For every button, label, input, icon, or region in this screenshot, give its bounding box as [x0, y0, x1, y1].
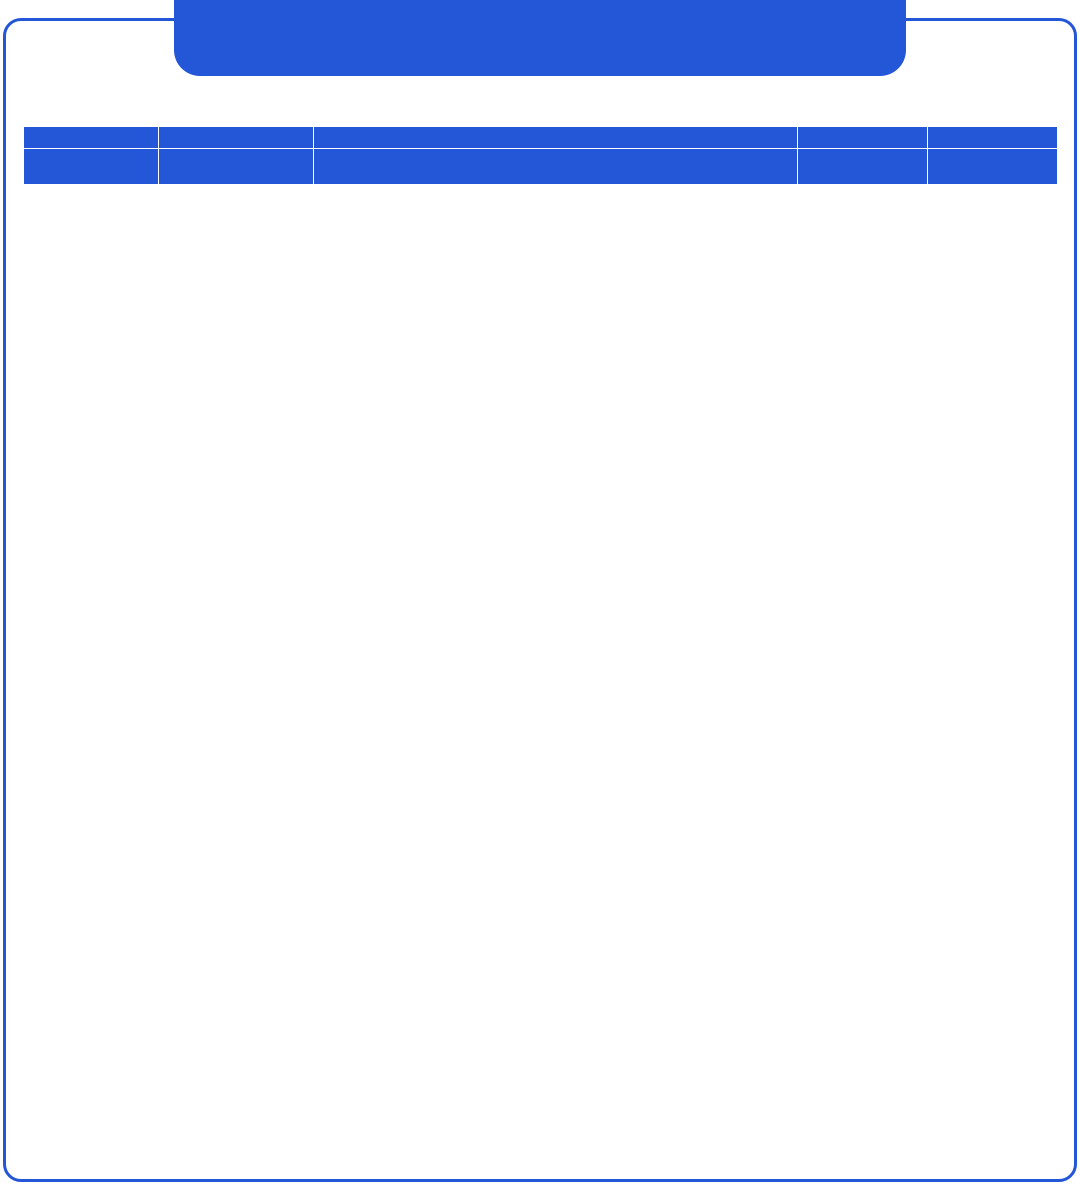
company-name — [159, 127, 314, 149]
comparison-table — [23, 126, 1058, 185]
product-header-label — [24, 149, 159, 185]
table-row — [24, 127, 1058, 149]
product-name — [159, 149, 314, 185]
company-name — [928, 127, 1058, 149]
card-frame — [3, 18, 1077, 1182]
product-name — [928, 149, 1058, 185]
product-name — [798, 149, 928, 185]
company-name — [314, 127, 798, 149]
company-header-label — [24, 127, 159, 149]
page-title — [174, 0, 906, 76]
table-row — [24, 149, 1058, 185]
product-name — [314, 149, 798, 185]
company-name — [798, 127, 928, 149]
